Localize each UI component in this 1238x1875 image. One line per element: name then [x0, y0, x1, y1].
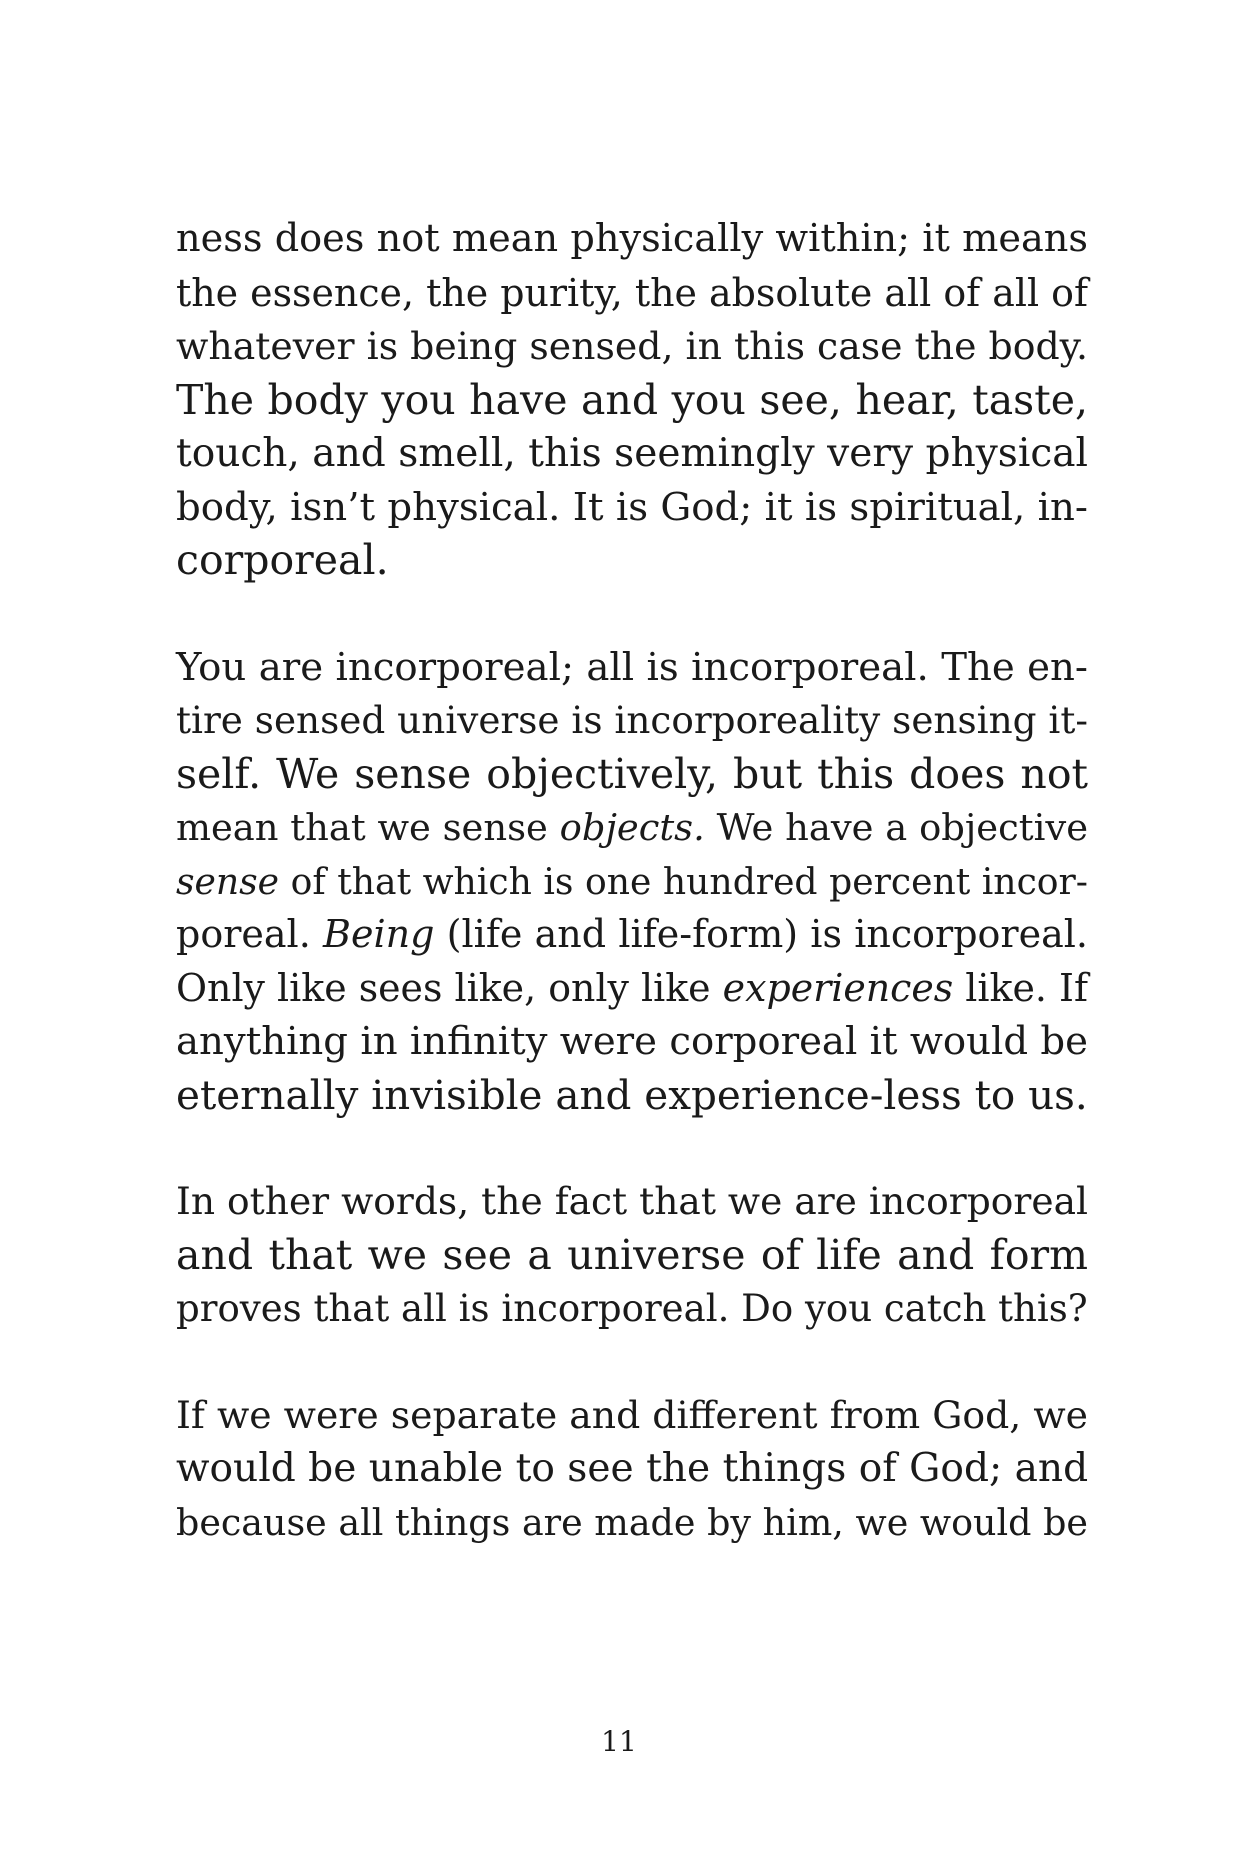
text-line: [176, 962, 1088, 1016]
text-line: [176, 1442, 1088, 1496]
text-run: would be unable to see the things of God; and: [176, 1446, 1089, 1491]
text-run: poreal.: [176, 912, 324, 956]
text-run: body, isn’t physical. It is God; it is spiritual, in-: [176, 484, 1088, 530]
text-line: [176, 1389, 1088, 1443]
text-line: [176, 641, 1088, 695]
paragraph: [176, 1389, 1088, 1550]
text-run: mean that we sense: [176, 806, 560, 849]
text-run: of that which is one hundred percent incor-: [279, 859, 1088, 903]
text-line: [176, 320, 1088, 374]
text-run: (life and life-form) is incorporeal.: [434, 912, 1088, 956]
italic-text: Being: [323, 912, 435, 956]
text-run: the essence, the purity, the absolute all of all of: [176, 270, 1088, 315]
text-line: [176, 427, 1088, 481]
italic-text: experiences: [722, 965, 954, 1010]
text-run: whatever is being sensed, in this case the body.: [176, 324, 1088, 368]
italic-text: sense: [176, 859, 280, 903]
text-line: [176, 801, 1088, 855]
text-run: You are incorporeal; all is incorporeal. The en-: [176, 644, 1088, 690]
paragraph: [176, 1175, 1088, 1336]
text-run: Only like sees like, only like: [176, 965, 723, 1010]
page-number: 11: [601, 1725, 637, 1758]
text-line: [176, 213, 1088, 267]
text-line: [176, 1229, 1088, 1283]
text-run: anything in infinity were corporeal it would be: [176, 1019, 1088, 1064]
text-run: like. If: [953, 965, 1088, 1010]
text-line: [176, 1282, 1088, 1336]
text-run: In other words, the fact that we are incorporeal: [176, 1179, 1088, 1223]
text-line: [176, 1015, 1088, 1069]
text-run: ness does not mean physically within; it means: [176, 217, 1088, 261]
paragraph: [176, 641, 1088, 1123]
text-run: tire sensed universe is incorporeality sensing it-: [176, 698, 1088, 742]
text-line: [176, 908, 1088, 962]
body-text: [176, 213, 1088, 1602]
text-run: touch, and smell, this seemingly very physical: [176, 431, 1088, 476]
text-run: eternally invisible and experience-less to us.: [176, 1070, 1088, 1119]
text-run: If we were separate and different from God, we: [176, 1392, 1088, 1437]
text-run: The body you have and you see, hear, taste,: [176, 375, 1088, 424]
text-run: and that we see a universe of life and form: [176, 1230, 1088, 1279]
text-run: proves that all is incorporeal. Do you catch this?: [176, 1287, 1088, 1330]
text-line: [176, 748, 1088, 802]
text-run: corporeal.: [176, 536, 389, 584]
text-line: [176, 481, 1088, 535]
text-line: [176, 1175, 1088, 1229]
text-run: because all things are made by him, we would be: [176, 1500, 1088, 1544]
text-line: [176, 694, 1088, 748]
text-line: [176, 855, 1088, 909]
paragraph: [176, 213, 1088, 588]
text-run: We have a objective: [704, 806, 1089, 849]
italic-text: objects.: [559, 806, 705, 849]
text-run: self. We sense objectively, but this does not: [176, 749, 1088, 798]
text-line: [176, 534, 1088, 588]
text-line: [176, 1496, 1088, 1550]
text-line: [176, 1069, 1088, 1123]
text-line: [176, 267, 1088, 321]
text-line: [176, 374, 1088, 428]
